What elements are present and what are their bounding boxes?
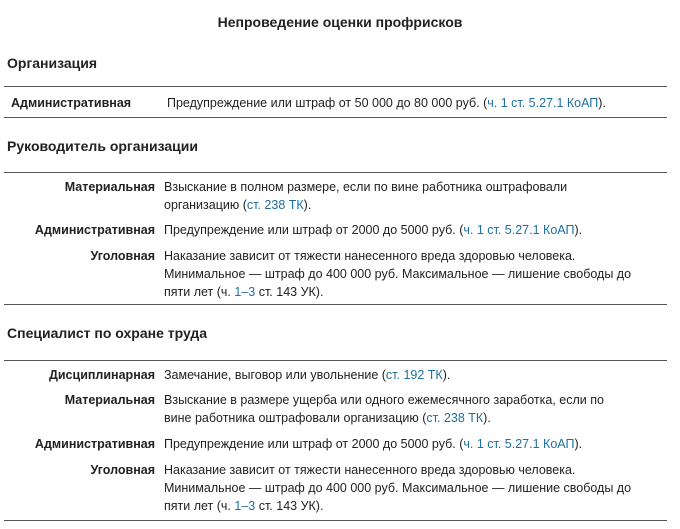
liability-description — [167, 94, 657, 112]
liability-type: Уголовная — [90, 249, 155, 263]
liability-description — [164, 247, 640, 301]
liability-type: Материальная — [64, 393, 155, 407]
law-link[interactable]: ст. 238 ТК — [246, 198, 304, 212]
description-text-end: ст. 143 УК). — [255, 285, 324, 299]
description-text-end: ст. 143 УК). — [255, 499, 324, 513]
description-text-end: ). — [574, 437, 583, 451]
divider — [4, 86, 667, 87]
divider — [4, 360, 667, 361]
liability-type: Административная — [34, 223, 155, 237]
law-link[interactable]: ст. 192 ТК — [385, 368, 443, 382]
divider — [4, 520, 667, 521]
law-link[interactable]: ч. 1 ст. 5.27.1 КоАП — [463, 223, 575, 237]
law-link[interactable]: ч. 1 ст. 5.27.1 КоАП — [463, 437, 575, 451]
section-heading-safety-specialist: Специалист по охране труда — [7, 325, 208, 341]
liability-description — [164, 366, 634, 384]
liability-description — [164, 435, 634, 453]
liability-description — [164, 221, 634, 239]
liability-type: Дисциплинарная — [48, 368, 155, 382]
description-text: Предупреждение или штраф от 2000 до 5000 руб. ( — [164, 437, 464, 451]
section-heading-organization: Организация — [7, 55, 98, 71]
liability-type: Административная — [11, 96, 132, 110]
divider — [4, 172, 667, 173]
liability-type: Материальная — [64, 180, 155, 194]
description-text: Наказание зависит от тяжести нанесенного вреда здоровью человека. Минимальное — штраф до 400 000 руб. Максимальное — лишение свободы до пяти лет (ч. — [164, 249, 632, 299]
description-text: Замечание, выговор или увольнение ( — [164, 368, 386, 382]
description-text: Предупреждение или штраф от 2000 до 5000 руб. ( — [164, 223, 464, 237]
section-heading-director: Руководитель организации — [7, 138, 198, 154]
description-text: Взыскание в размере ущерба или одного ежемесячного заработка, если по вине работника оштрафовали организацию ( — [164, 393, 604, 425]
description-text: Взыскание в полном размере, если по вине работника оштрафовали организацию ( — [164, 180, 568, 212]
law-link[interactable]: 1–3 — [234, 499, 256, 513]
liability-type: Уголовная — [90, 463, 155, 477]
page-title: Непроведение оценки профрисков — [217, 14, 463, 30]
description-text: Наказание зависит от тяжести нанесенного вреда здоровью человека. Минимальное — штраф до 400 000 руб. Максимальное — лишение свободы до пяти лет (ч. — [164, 463, 632, 513]
description-text-end: ). — [574, 223, 583, 237]
law-link[interactable]: 1–3 — [234, 285, 256, 299]
liability-type: Административная — [34, 437, 155, 451]
liability-description — [164, 178, 604, 214]
law-link[interactable]: ст. 238 ТК — [426, 411, 484, 425]
description-text: Предупреждение или штраф от 50 000 до 80 000 руб. ( — [167, 96, 488, 110]
liability-description — [164, 391, 634, 427]
law-link[interactable]: ч. 1 ст. 5.27.1 КоАП — [487, 96, 599, 110]
description-text-end: ). — [598, 96, 606, 110]
liability-description — [164, 461, 640, 515]
divider — [4, 304, 667, 305]
description-text-end: ). — [303, 198, 312, 212]
description-text-end: ). — [442, 368, 451, 382]
divider — [4, 117, 667, 118]
description-text-end: ). — [483, 411, 491, 425]
